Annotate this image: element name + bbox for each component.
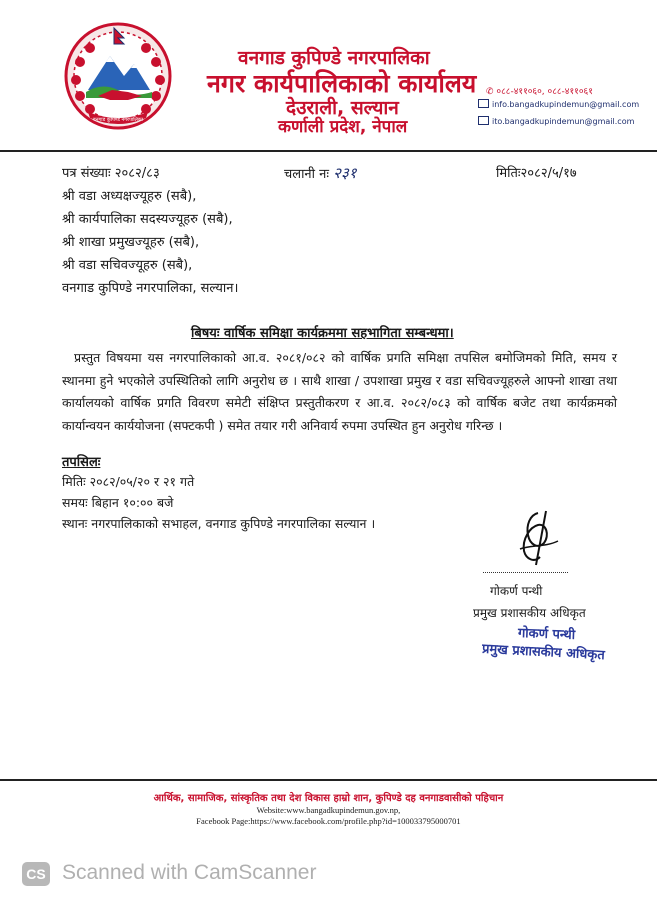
signature-line bbox=[483, 572, 568, 573]
footer-divider bbox=[0, 779, 657, 781]
province-name: कर्णाली प्रदेश, नेपाल bbox=[278, 117, 408, 137]
letter-date: मितिः२०८२/५/१७ bbox=[496, 166, 577, 181]
dispatch-number-handwritten: २३१ bbox=[333, 164, 357, 182]
email-ito[interactable]: ito.bangadkupindemun@gmail.com bbox=[478, 116, 634, 126]
stamp-name: गोकर्ण पन्थी bbox=[517, 626, 576, 643]
office-location: देउराली, सल्यान bbox=[286, 97, 399, 119]
detail-venue: स्थानः नगरपालिकाको सभाहल, वनगाड कुपिण्डे नगरपालिका सल्यान । bbox=[62, 516, 376, 531]
footer-facebook[interactable]: Facebook Page:https://www.facebook.com/profile.php?id=100033795000701 bbox=[196, 816, 461, 826]
footer-slogan: आर्थिक, सामाजिक, सांस्कृतिक तथा देश विकास हाम्रो शान, कुपिण्डे दह वनगाडवासीको पहिचान bbox=[153, 793, 504, 804]
recipient-line: श्री शाखा प्रमुखज्यूहरु (सबै), bbox=[62, 235, 200, 250]
reference-number: पत्र संख्याः २०८२/८३ bbox=[62, 166, 160, 181]
mail-icon bbox=[478, 116, 489, 125]
details-heading: तपसिलः bbox=[62, 455, 101, 470]
signer-name: गोकर्ण पन्थी bbox=[490, 584, 543, 598]
mail-icon bbox=[478, 99, 489, 108]
detail-date: मितिः २०८२/०५/२० र २१ गते bbox=[62, 474, 195, 489]
camscanner-logo-icon: CS bbox=[22, 862, 50, 886]
recipient-line: श्री वडा सचिवज्यूहरु (सबै), bbox=[62, 258, 193, 273]
municipality-name: वनगाड कुपिण्डे नगरपालिका bbox=[238, 47, 430, 69]
letter-body: प्रस्तुत विषयमा यस नगरपालिकाको आ.व. २०८१/०८२ को वार्षिक प्रगति समिक्षा तपसिल बमोजिमको मिति, समय र स्थानमा हुने भएकोले उपस्थितिको लागि अनुरोध छ । साथै शाखा / उपशाखा प्रमुख र वडा सचिवज्यूहरुले आफ्नो शाखा तथा कार्यालयको वार्षिक प्रगति विवरण समेटी संक्षिप्त प्रस्तुतीकरण र आ.व. २०८२/०८३ को वार्षिक बजेट तथा कार्यक्रमको कार्यान्वयन कार्ययोजना (सफ्टकपी ) समेत तयार गरी अनिवार्य रुपमा उपस्थित हुन अनुरोध गरिन्छ । bbox=[62, 350, 617, 433]
detail-time: समयः बिहान १०:०० बजे bbox=[62, 495, 174, 510]
phone-icon: ✆ bbox=[486, 87, 494, 97]
svg-text:वनगाड कुपिण्डे नगरपालिका: वनगाड कुपिण्डे नगरपालिका bbox=[92, 117, 144, 123]
header-divider bbox=[0, 150, 657, 152]
dispatch-number: चलानी नः २३१ bbox=[284, 164, 357, 182]
stamp-title: प्रमुख प्रशासकीय अधिकृत bbox=[481, 641, 606, 664]
office-name: नगर कार्यपालिकाको कार्यालय bbox=[207, 69, 477, 98]
handwritten-signature bbox=[500, 505, 570, 575]
recipient-line: वनगाड कुपिण्डे नगरपालिका, सल्यान। bbox=[62, 281, 239, 296]
recipient-line: श्री कार्यपालिका सदस्यज्यूहरु (सबै), bbox=[62, 212, 233, 227]
email-info[interactable]: info.bangadkupindemun@gmail.com bbox=[478, 99, 639, 109]
footer-website[interactable]: Website:www.bangadkupindemun.gov.np, bbox=[256, 805, 401, 815]
camscanner-watermark: Scanned with CamScanner bbox=[62, 861, 317, 884]
letter-subject: बिषयः वार्षिक समिक्षा कार्यक्रममा सहभागिता सम्बन्धमा। bbox=[191, 326, 454, 341]
phone-numbers: ✆ ०८८-४११०६०, ०८८-४११०६१ bbox=[486, 87, 593, 97]
signer-title: प्रमुख प्रशासकीय अधिकृत bbox=[473, 606, 586, 620]
recipient-line: श्री वडा अध्यक्षज्यूहरु (सबै), bbox=[62, 189, 197, 204]
nepal-emblem-logo bbox=[62, 20, 174, 132]
